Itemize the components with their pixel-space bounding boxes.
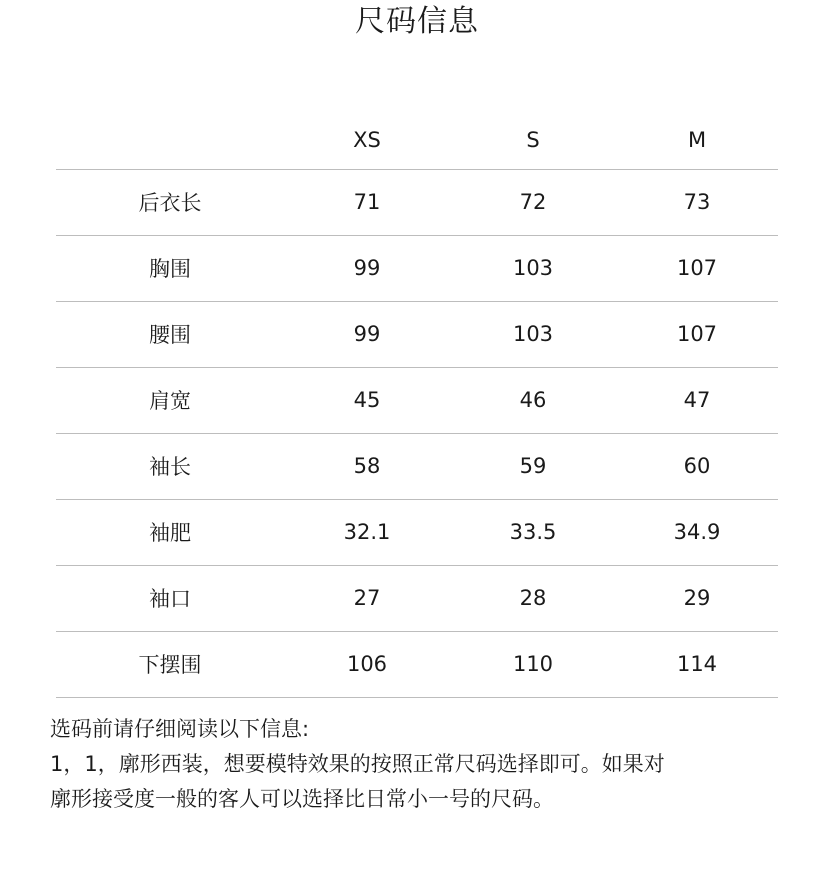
row-label-text: 袖肥: [149, 521, 191, 545]
cell-value: 27: [284, 565, 450, 631]
table-row: [56, 433, 778, 499]
table-row: [56, 499, 778, 565]
notes-line-1: 选码前请仔细阅读以下信息:: [50, 717, 310, 741]
cell-value: 32.1: [284, 499, 450, 565]
table-row: [56, 235, 778, 301]
cell-value: 33.5: [450, 499, 616, 565]
row-label: [56, 367, 284, 433]
cell-value: 107: [616, 235, 778, 301]
row-label: [56, 235, 284, 301]
cell-value: 103: [450, 235, 616, 301]
row-label: [56, 433, 284, 499]
size-table: [56, 104, 778, 698]
cell-value: 46: [450, 367, 616, 433]
cell-value: 103: [450, 301, 616, 367]
row-label-text: 胸围: [149, 257, 191, 281]
row-label: [56, 565, 284, 631]
cell-value: 47: [616, 367, 778, 433]
cell-value: 99: [284, 301, 450, 367]
cell-value: 114: [616, 631, 778, 697]
row-label-text: 袖口: [149, 587, 191, 611]
table-row: [56, 301, 778, 367]
cell-value: 73: [616, 169, 778, 235]
cell-value: 45: [284, 367, 450, 433]
table-row: [56, 169, 778, 235]
page-title: 尺码信息: [355, 4, 479, 39]
cell-value: 71: [284, 169, 450, 235]
row-label: [56, 499, 284, 565]
size-header-row: [56, 104, 778, 169]
row-label-text: 肩宽: [149, 389, 191, 413]
row-label-text: 腰围: [149, 323, 191, 347]
size-notes: [50, 712, 790, 817]
cell-value: 60: [616, 433, 778, 499]
cell-value: 99: [284, 235, 450, 301]
row-label: [56, 169, 284, 235]
header-size-s: S: [450, 104, 616, 169]
header-size-m: M: [616, 104, 778, 169]
header-empty-cell: [56, 104, 284, 169]
row-label-text: 下摆围: [138, 653, 202, 677]
cell-value: 72: [450, 169, 616, 235]
cell-value: 58: [284, 433, 450, 499]
row-label: [56, 631, 284, 697]
row-label-text: 后衣长: [138, 191, 202, 215]
cell-value: 110: [450, 631, 616, 697]
row-label: [56, 301, 284, 367]
table-row: [56, 565, 778, 631]
cell-value: 29: [616, 565, 778, 631]
cell-value: 107: [616, 301, 778, 367]
cell-value: 34.9: [616, 499, 778, 565]
header-size-xs: XS: [284, 104, 450, 169]
cell-value: 106: [284, 631, 450, 697]
notes-line-2: 1，1，廓形西装，想要模特效果的按照正常尺码选择即可。如果对: [50, 752, 665, 776]
table-row: [56, 367, 778, 433]
cell-value: 59: [450, 433, 616, 499]
table-row: [56, 631, 778, 697]
row-label-text: 袖长: [149, 455, 191, 479]
notes-line-3: 廓形接受度一般的客人可以选择比日常小一号的尺码。: [50, 787, 554, 811]
cell-value: 28: [450, 565, 616, 631]
